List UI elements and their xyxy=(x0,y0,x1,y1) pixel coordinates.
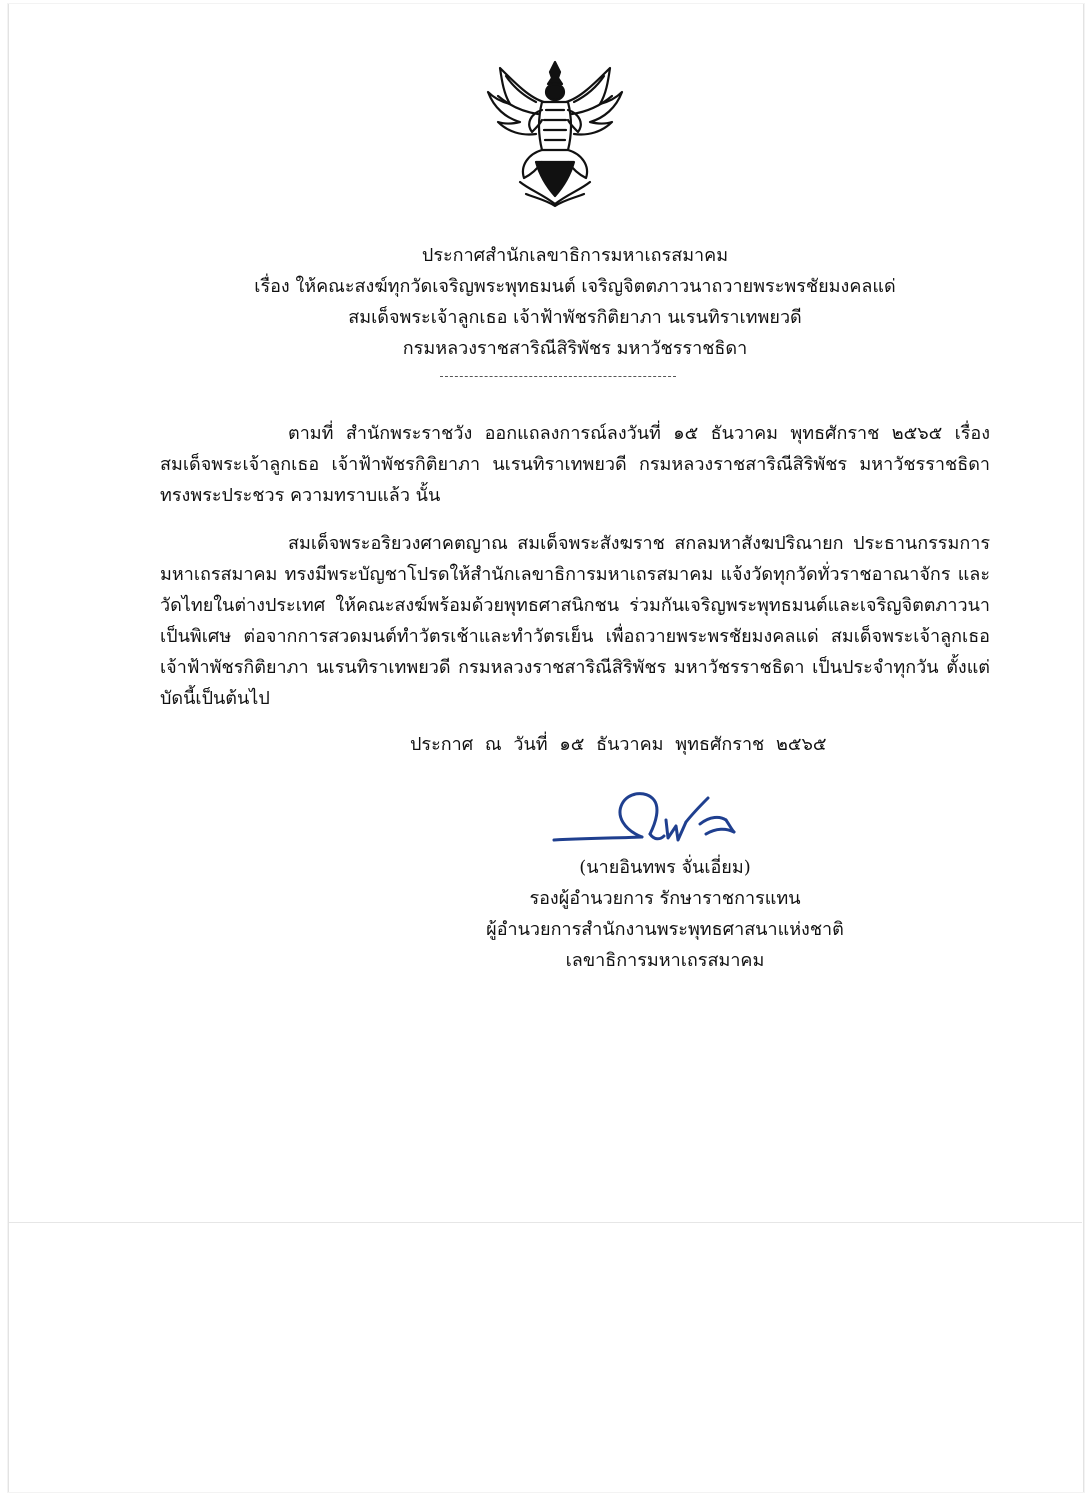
paragraph-line: มหาเถรสมาคม ทรงมีพระบัญชาโปรดให้สำนักเลขาธิการมหาเถรสมาคม แจ้งวัดทุกวัดทั่วราชอาณาจักร และ xyxy=(160,564,990,585)
paragraph-line: ทรงพระประชวร ความทราบแล้ว นั้น xyxy=(160,485,441,506)
signer-position: เลขาธิการมหาเถรสมาคม xyxy=(565,950,765,971)
paragraph-line: วัดไทยในต่างประเทศ ให้คณะสงฆ์พร้อมด้วยพุทธศาสนิกชน ร่วมกันเจริญพระพุทธมนต์และเจริญจิตตภาวนา xyxy=(160,595,990,616)
paragraph-1 xyxy=(160,418,990,511)
page-edge-line xyxy=(9,1222,1082,1223)
paragraph-line: เป็นพิเศษ ต่อจากการสวดมนต์ทำวัตรเช้าและทำวัตรเย็น เพื่อถวายพระพรชัยมงคลแด่ สมเด็จพระเจ้าลูกเธอ xyxy=(160,626,990,647)
announcement-subject-line2: สมเด็จพระเจ้าลูกเธอ เจ้าฟ้าพัชรกิติยาภา นเรนทิราเทพยวดี xyxy=(348,307,802,328)
announcement-subject-line3: กรมหลวงราชสาริณีสิริพัชร มหาวัชรราชธิดา xyxy=(402,338,748,359)
paragraph-line: เจ้าฟ้าพัชรกิติยาภา นเรนทิราเทพยวดี กรมหลวงราชสาริณีสิริพัชร มหาวัชรราชธิดา เป็นประจำทุกวัน ตั้งแต่ xyxy=(160,657,990,678)
paragraph-line: สมเด็จพระอริยวงศาคตญาณ สมเด็จพระสังฆราช สกลมหาสังฆปริณายก ประธานกรรมการ xyxy=(288,533,990,554)
announcement-title: ประกาศสำนักเลขาธิการมหาเถรสมาคม xyxy=(421,245,729,266)
paragraph-2 xyxy=(160,528,990,714)
paragraph-line: บัดนี้เป็นต้นไป xyxy=(160,688,270,709)
announcement-date: ประกาศ ณ วันที่ ๑๕ ธันวาคม พุทธศักราช ๒๕๖๕ xyxy=(410,734,827,755)
header-divider xyxy=(440,376,676,377)
announcement-header xyxy=(160,240,990,364)
paragraph-line: ตามที่ สำนักพระราชวัง ออกแถลงการณ์ลงวันที่ ๑๕ ธันวาคม พุทธศักราช ๒๕๖๕ เรื่อง xyxy=(288,423,990,444)
signer-position: ผู้อำนวยการสำนักงานพระพุทธศาสนาแห่งชาติ xyxy=(486,919,844,940)
signer-block xyxy=(470,852,860,976)
signature-icon xyxy=(550,780,770,860)
signer-name: (นายอินทพร จั่นเอี่ยม) xyxy=(579,857,751,878)
announcement-subject: เรื่อง ให้คณะสงฆ์ทุกวัดเจริญพระพุทธมนต์ เจริญจิตตภาวนาถวายพระพรชัยมงคลแด่ xyxy=(254,276,896,297)
paragraph-line: สมเด็จพระเจ้าลูกเธอ เจ้าฟ้าพัชรกิติยาภา นเรนทิราเทพยวดี กรมหลวงราชสาริณีสิริพัชร มหาวัชรราชธิดา xyxy=(160,454,990,475)
garuda-emblem-icon xyxy=(480,58,630,208)
signer-position: รองผู้อำนวยการ รักษาราชการแทน xyxy=(529,888,801,909)
